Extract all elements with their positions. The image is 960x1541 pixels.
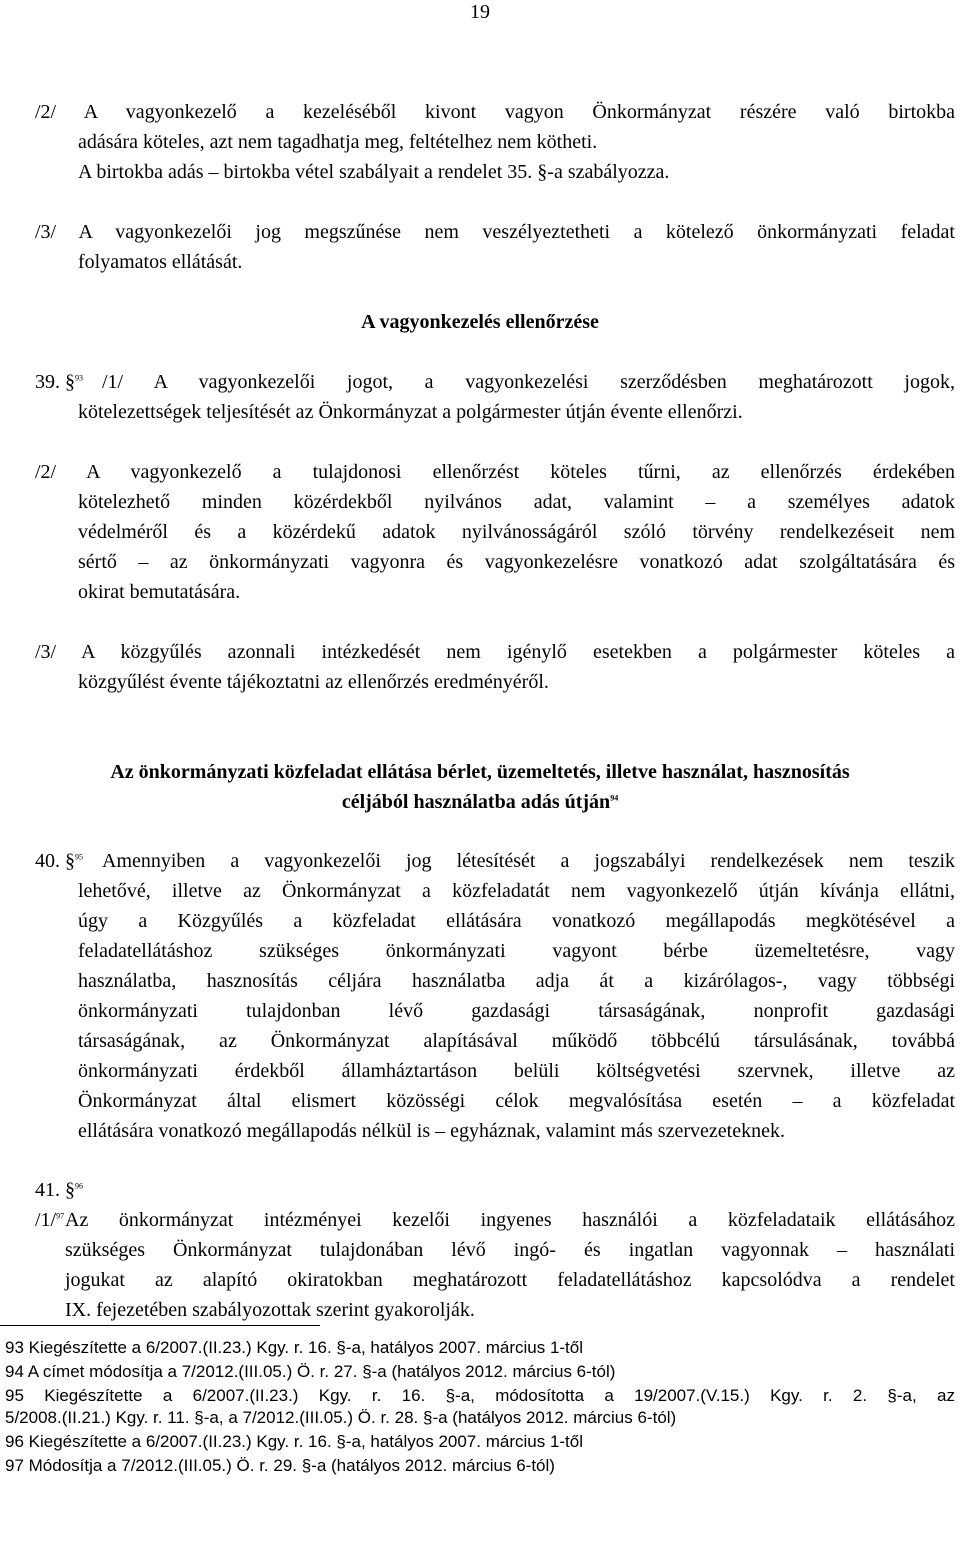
footnote-95-line-2: 5/2008.(II.21.) Kgy. r. 11. §-a, a 7/2012.(III.05.) Ö. r. 28. §-a (hatályos 2012. március 6-tól) <box>5 1408 677 1427</box>
section-40-line-5: használatba, hasznosítás céljára használatba adja át a kizárólagos-, vagy többségi <box>78 970 955 992</box>
section-40-line-4: feladatellátáshoz szükséges önkormányzati vagyont bérbe üzemeltetésre, vagy <box>78 940 955 962</box>
footnote-96: 96 Kiegészítette a 6/2007.(II.23.) Kgy. r. 16. §-a, hatályos 2007. március 1-től <box>5 1432 584 1451</box>
paragraph-2-line-1: /2/ A vagyonkezelő a kezeléséből kivont vagyon Önkormányzat részére való birtokba <box>35 101 955 123</box>
footnote-94: 94 A címet módosítja a 7/2012.(III.05.) Ö. r. 27. §-a (hatályos 2012. március 6-tól) <box>5 1362 616 1381</box>
section-41-line-4: IX. fejezetében szabályozottak szerint gyakorolják. <box>65 1299 475 1321</box>
section-40-line-10: ellátására vonatkozó megállapodás nélkül is – egyháznak, valamint más szervezeteknek. <box>78 1120 785 1142</box>
footnote-ref-95[interactable]: 95 <box>75 852 83 862</box>
section-40-line-6: önkormányzati tulajdonban lévő gazdasági társaságának, nonprofit gazdasági <box>78 1000 955 1022</box>
section-40-line-3: úgy a Közgyűlés a közfeladat ellátására vonatkozó megállapodás megkötésével a <box>78 910 955 932</box>
footnote-ref-97[interactable]: 97 <box>56 1211 65 1221</box>
section-39-p2-line-2: kötelezhető minden közérdekből nyilvános adat, valamint – a személyes adatok <box>78 491 955 513</box>
footnote-ref-94[interactable]: 94 <box>610 793 619 803</box>
section-40-line-9: Önkormányzat által elismert közösségi célok megvalósítása esetén – a közfeladat <box>78 1090 955 1112</box>
footnote-97: 97 Módosítja a 7/2012.(III.05.) Ö. r. 29. §-a (hatályos 2012. március 6-tól) <box>5 1456 555 1475</box>
section-40-line-1: Amennyiben a vagyonkezelői jog létesítését a jogszabályi rendelkezések nem teszik <box>102 850 955 872</box>
section-40-line-2: lehetővé, illetve az Önkormányzat a közfeladatát nem vagyonkezelő útján kívánja ellátni, <box>78 880 955 902</box>
section-39-p3-line-1: /3/ A közgyűlés azonnali intézkedését nem igénylő esetekben a polgármester köteles a <box>35 641 955 663</box>
footnote-separator <box>0 1325 320 1326</box>
footnote-95-line-1: 95 Kiegészítette a 6/2007.(II.23.) Kgy. r. 16. §-a, módosította a 19/2007.(V.15.) Kgy. r. 2. §-a, az <box>5 1386 955 1405</box>
section-heading-public-task: Az önkormányzati közfeladat ellátása bérlet, üzemeltetés, illetve használat, hasznosítás <box>110 761 850 783</box>
section-heading-supervision: A vagyonkezelés ellenőrzése <box>361 311 599 333</box>
section-39-p2-line-1: /2/ A vagyonkezelő a tulajdonosi ellenőrzést köteles tűrni, az ellenőrzés érdekében <box>35 461 955 483</box>
section-41-line-3: jogukat az alapító okiratokban meghatározott feladatellátáshoz kapcsolódva a rendelet <box>65 1269 955 1291</box>
paragraph-3-line-1: /3/ A vagyonkezelői jog megszűnése nem veszélyeztetheti a kötelező önkormányzati feladat <box>35 221 955 243</box>
section-40-line-7: társaságának, az Önkormányzat alapításával működő többcélú társulásának, továbbá <box>78 1030 955 1052</box>
page-number: 19 <box>470 1 490 23</box>
section-39-number: 39. §$^{93}$ <box>35 371 83 393</box>
section-40-line-8: önkormányzati érdekből államháztartáson belüli költségvetési szervnek, illetve az <box>78 1060 955 1082</box>
paragraph-2-line-2: adására köteles, azt nem tagadhatja meg, feltételhez nem kötheti. <box>78 131 598 153</box>
footnote-93: 93 Kiegészítette a 6/2007.(II.23.) Kgy. r. 16. §-a, hatályos 2007. március 1-től <box>5 1338 584 1357</box>
section-39-line-2: kötelezettségek teljesítését az Önkormányzat a polgármester útján évente ellenőrzi. <box>78 401 743 423</box>
section-39-p2-line-3: védelméről és a közérdekű adatok nyilvánosságáról szóló törvény rendelkezéseit nem <box>78 521 955 543</box>
paragraph-3-line-2: folyamatos ellátását. <box>78 251 243 273</box>
section-41-sub-label: /1/$^{97}$ <box>35 1209 65 1231</box>
section-heading-public-task-line-2: céljából használatba adás útján$^{94}$ <box>341 791 619 813</box>
section-41-number: 41. §$^{96}$ <box>35 1179 83 1201</box>
paragraph-2-line-3: A birtokba adás – birtokba vétel szabályait a rendelet 35. §-a szabályozza. <box>78 161 670 183</box>
section-39-line-1: /1/ A vagyonkezelői jogot, a vagyonkezelési szerződésben meghatározott jogok, <box>102 371 955 393</box>
section-39-p2-line-5: okirat bemutatására. <box>78 581 241 603</box>
footnote-ref-96[interactable]: 96 <box>75 1181 83 1191</box>
section-40-number: 40. §$^{95}$ <box>35 850 83 872</box>
section-41-line-1: Az önkormányzat intézményei kezelői ingyenes használói a közfeladataik ellátásához <box>65 1209 955 1231</box>
section-39-p3-line-2: közgyűlést évente tájékoztatni az ellenőrzés eredményéről. <box>78 671 549 693</box>
section-39-p2-line-4: sértő – az önkormányzati vagyonra és vagyonkezelésre vonatkozó adat szolgáltatására és <box>78 551 955 573</box>
footnote-ref-93[interactable]: 93 <box>75 373 83 383</box>
section-41-line-2: szükséges Önkormányzat tulajdonában lévő ingó- és ingatlan vagyonnak – használati <box>65 1239 955 1261</box>
